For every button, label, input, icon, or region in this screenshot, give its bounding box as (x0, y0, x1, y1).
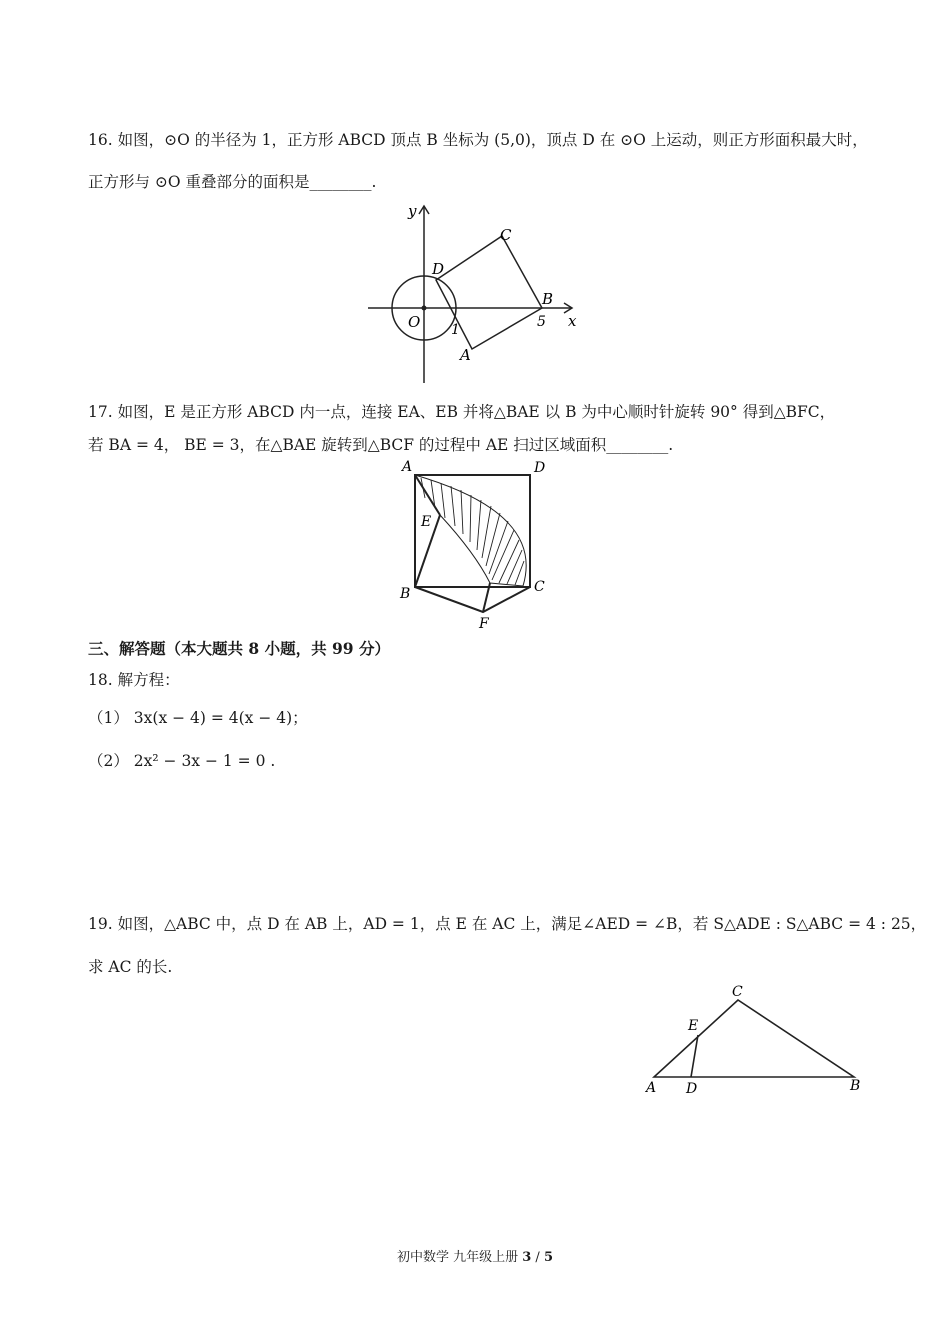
section-heading: 三、解答题（本大题共 8 小题，共 99 分） (88, 639, 390, 658)
label-o: O (408, 313, 421, 331)
q16-line2: 正方形与 ⊙O 重叠部分的面积是________. (88, 173, 377, 191)
footer-total: 5 (543, 1250, 553, 1265)
q18-part2: （2） 2x² − 3x − 1 = 0 . (88, 752, 276, 770)
footer-page: 3 (522, 1250, 532, 1265)
q18-title: 18. 解方程： (88, 671, 180, 689)
label-e: E (688, 1018, 699, 1034)
figure-19 (640, 980, 870, 1100)
page-footer (0, 1246, 950, 1265)
label-x: x (568, 312, 577, 330)
label-c: C (732, 984, 743, 1000)
q18-part1: （1） 3x(x − 4) = 4(x − 4)； (88, 709, 308, 727)
label-a: A (646, 1080, 657, 1096)
q17-line2: 若 BA = 4， BE = 3，在△BAE 旋转到△BCF 的过程中 AE 扫过区域面积________. (88, 436, 674, 454)
label-c: C (500, 226, 512, 244)
label-d: D (686, 1081, 698, 1097)
label-d: D (432, 260, 445, 278)
label-y: y (408, 202, 417, 220)
label-f: F (479, 616, 489, 632)
footer-text: 初中数学 九年级上册 (396, 1250, 523, 1265)
triangle-abc (654, 1000, 854, 1077)
label-a: A (460, 346, 471, 364)
label-5: 5 (537, 314, 546, 330)
q19-line1: 19. 如图，△ABC 中，点 D 在 AB 上，AD = 1，点 E 在 AC 上，满足∠AED = ∠B，若 S△ADE : S△ABC = 4 : 25， (88, 915, 927, 933)
origin-dot (422, 306, 427, 311)
label-b: B (400, 586, 411, 602)
q16-line1: 16. 如图，⊙O 的半径为 1，正方形 ABCD 顶点 B 坐标为 (5,0)，顶点 D 在 ⊙O 上运动，则正方形面积最大时， (88, 131, 868, 149)
label-b: B (850, 1078, 861, 1094)
label-e: E (421, 514, 432, 530)
label-1: 1 (451, 322, 460, 338)
label-b: B (542, 290, 554, 308)
q17-line1: 17. 如图，E 是正方形 ABCD 内一点，连接 EA、EB 并将△BAE 以 B 为中心顺时针旋转 90° 得到△BFC， (88, 403, 836, 421)
footer-sep: / (531, 1250, 544, 1265)
seg-ea (415, 475, 440, 515)
triangle-bfc (415, 587, 530, 612)
figure-16 (360, 198, 590, 388)
figure-17 (395, 458, 555, 633)
label-c: C (534, 579, 545, 595)
label-a: A (402, 459, 413, 475)
label-d: D (534, 460, 546, 476)
hatch-lines (421, 478, 524, 585)
q19-line2: 求 AC 的长. (88, 958, 173, 976)
